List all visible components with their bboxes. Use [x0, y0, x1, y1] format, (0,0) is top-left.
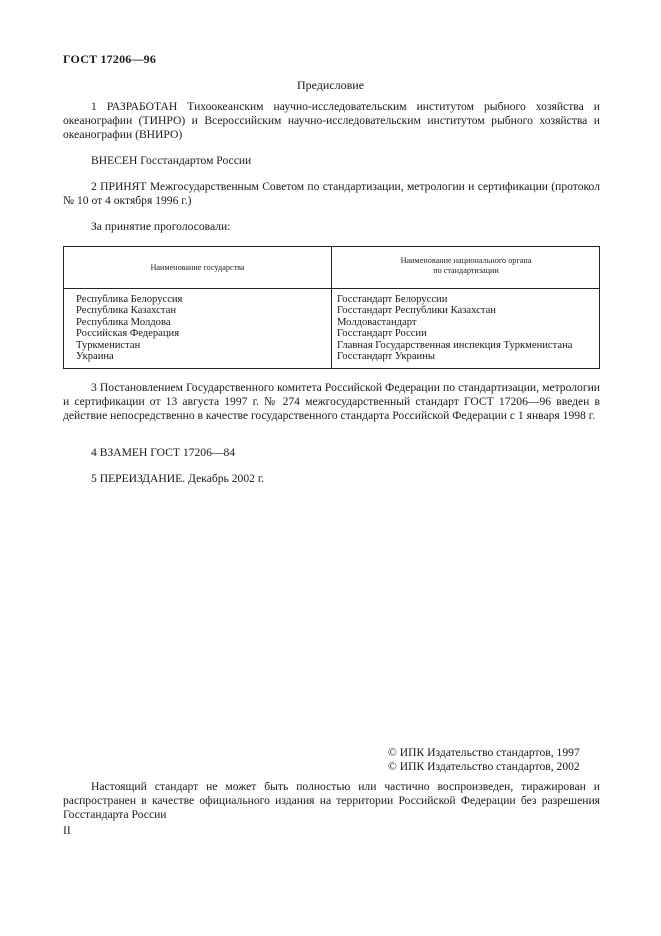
table-cell-state: Республика Белоруссия	[76, 294, 183, 305]
reproduction-notice-text: Настоящий стандарт не может быть полностью или частично воспроизведен, тиражирован и распространен в качестве официального издания на территории Российской Федерации без разрешения Госстандарта России	[63, 780, 600, 822]
paragraph-resolution-text: 3 Постановлением Государственного комитета Российской Федерации по стандартизации, метрологии и сертификации от 13 августа 1997 г. № 274 межгосударственный стандарт ГОСТ 17206—96 введен в действие непосредственно в качестве государственного стандарта Российской Федерации с 1 января 1998 г.	[63, 381, 600, 423]
section-title: Предисловие	[296, 78, 365, 92]
table-header-body-line1: Наименование национального органа	[400, 256, 532, 265]
table-cell-body: Госстандарт Белоруссии	[337, 294, 448, 305]
table-cell-state: Туркменистан	[76, 339, 141, 351]
paragraph-voted	[63, 220, 600, 234]
paragraph-resolution	[63, 381, 600, 424]
paragraph-replaces	[63, 446, 600, 460]
copyright-2002: © ИПК Издательство стандартов, 2002	[388, 760, 580, 773]
copyright-1997: © ИПК Издательство стандартов, 1997	[388, 746, 580, 759]
paragraph-voted-text: За принятие проголосовали:	[91, 220, 231, 233]
paragraph-introduced-text: ВНЕСЕН Госстандартом России	[91, 154, 252, 167]
table-header-body-line2: по стандартизации	[433, 266, 499, 275]
table-header-divider	[64, 288, 599, 289]
table-column-bodies	[337, 294, 599, 362]
table-cell-state: Украина	[76, 351, 114, 363]
table-cell-body: Главная Государственная инспекция Туркменистана	[337, 339, 573, 351]
table-cell-body: Госстандарт Украины	[337, 351, 435, 363]
table-header-state: Наименование государства	[150, 263, 245, 272]
paragraph-reissue-text: 5 ПЕРЕИЗДАНИЕ. Декабрь 2002 г.	[91, 472, 265, 485]
voting-table	[63, 246, 600, 369]
document-code: ГОСТ 17206—96	[63, 52, 157, 66]
paragraph-reissue	[63, 472, 600, 486]
table-cell-body: Госстандарт Республики Казахстан	[337, 305, 496, 317]
paragraph-adopted-text: 2 ПРИНЯТ Межгосударственным Советом по стандартизации, метрологии и сертификации (протокол № 10 от 4 октября 1996 г.)	[63, 180, 600, 208]
paragraph-developed	[63, 100, 600, 143]
table-cell-body: Молдовастандарт	[337, 316, 417, 328]
table-cell-state: Республика Казахстан	[76, 305, 177, 317]
table-cell-state: Российская Федерация	[76, 328, 180, 340]
table-cell-body: Госстандарт России	[337, 328, 427, 340]
table-cell-state: Республика Молдова	[76, 316, 171, 328]
reproduction-notice	[63, 780, 600, 823]
page-number: II	[63, 824, 71, 837]
paragraph-introduced	[63, 154, 600, 168]
paragraph-replaces-text: 4 ВЗАМЕН ГОСТ 17206—84	[91, 446, 236, 459]
paragraph-developed-text: 1 РАЗРАБОТАН Тихоокеанским научно-исследовательским институтом рыбного хозяйства и океанографии (ТИНРО) и Всероссийским научно-исследовательским институтом рыбного хозяйства и океанографии (ВНИРО)	[63, 100, 600, 142]
table-header-body	[332, 256, 600, 276]
table-column-states	[76, 294, 326, 362]
paragraph-adopted	[63, 180, 600, 208]
